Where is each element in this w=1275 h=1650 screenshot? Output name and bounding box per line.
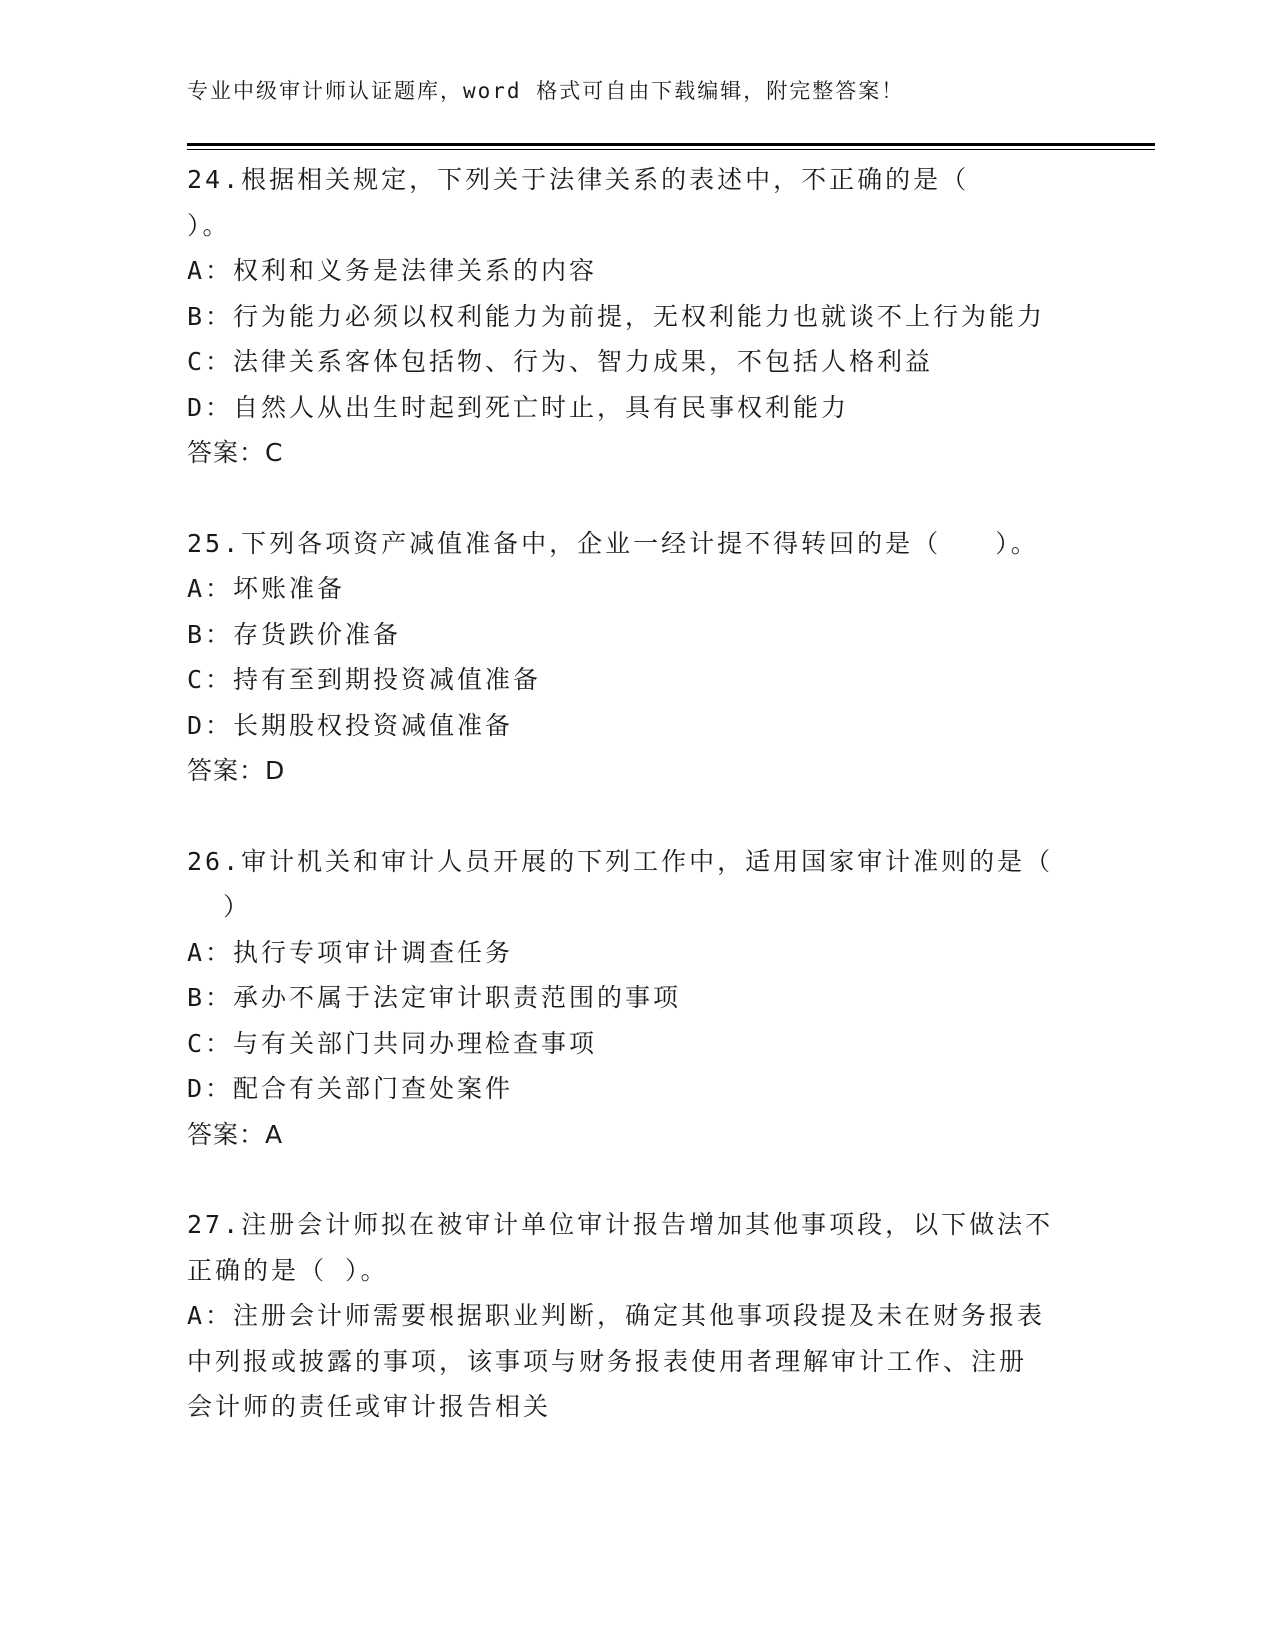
option-d: D：长期股权投资减值准备 (187, 710, 514, 740)
question-text: 正确的是（ ）。 (187, 1255, 389, 1285)
header-rule-thick (187, 143, 1155, 146)
option-a: A：坏账准备 (187, 574, 346, 603)
question-list (187, 157, 1077, 1475)
question-text: ） (187, 892, 252, 921)
question-text: 27.注册会计师拟在被审计单位审计报告增加其他事项段，以下做法不 (187, 1210, 1054, 1239)
option-b: B：存货跌价准备 (187, 619, 402, 649)
option-d: D：配合有关部门查处案件 (187, 1074, 514, 1103)
question-text: ）。 (187, 210, 231, 240)
question-text: 26.审计机关和审计人员开展的下列工作中，适用国家审计准则的是（ (187, 846, 1054, 876)
option-a: A：执行专项审计调查任务 (187, 937, 514, 967)
option-b: B：承办不属于法定审计职责范围的事项 (187, 983, 682, 1012)
option-c: C：法律关系客体包括物、行为、智力成果，不包括人格利益 (187, 347, 934, 376)
question-text: 24.根据相关规定，下列关于法律关系的表述中，不正确的是（ (187, 165, 970, 194)
option-d: D：自然人从出生时起到死亡时止，具有民事权利能力 (187, 392, 850, 422)
option-a: A：权利和义务是法律关系的内容 (187, 256, 598, 285)
answer-label: 答案：D (187, 756, 286, 785)
question-26 (187, 839, 1077, 1158)
question-25 (187, 521, 1077, 794)
document-header: 专业中级审计师认证题库，word 格式可自由下载编辑，附完整答案！ (187, 79, 905, 103)
option-a: A：注册会计师需要根据职业判断，确定其他事项段提及未在财务报表 (187, 1301, 1046, 1330)
option-c: C：与有关部门共同办理检查事项 (187, 1028, 598, 1058)
question-27 (187, 1202, 1077, 1430)
question-text: 25.下列各项资产减值准备中，企业一经计提不得转回的是（ ）。 (187, 528, 1039, 558)
question-24 (187, 157, 1077, 476)
answer-label: 答案：A (187, 1119, 284, 1149)
header-rule-thin (187, 149, 1155, 150)
option-a-continued: 会计师的责任或审计报告相关 (187, 1392, 552, 1421)
answer-label: 答案：C (187, 438, 284, 467)
option-b: B：行为能力必须以权利能力为前提，无权利能力也就谈不上行为能力 (187, 301, 1046, 331)
option-a-continued: 中列报或披露的事项，该事项与财务报表使用者理解审计工作、注册 (187, 1346, 1028, 1376)
option-c: C：持有至到期投资减值准备 (187, 665, 542, 694)
